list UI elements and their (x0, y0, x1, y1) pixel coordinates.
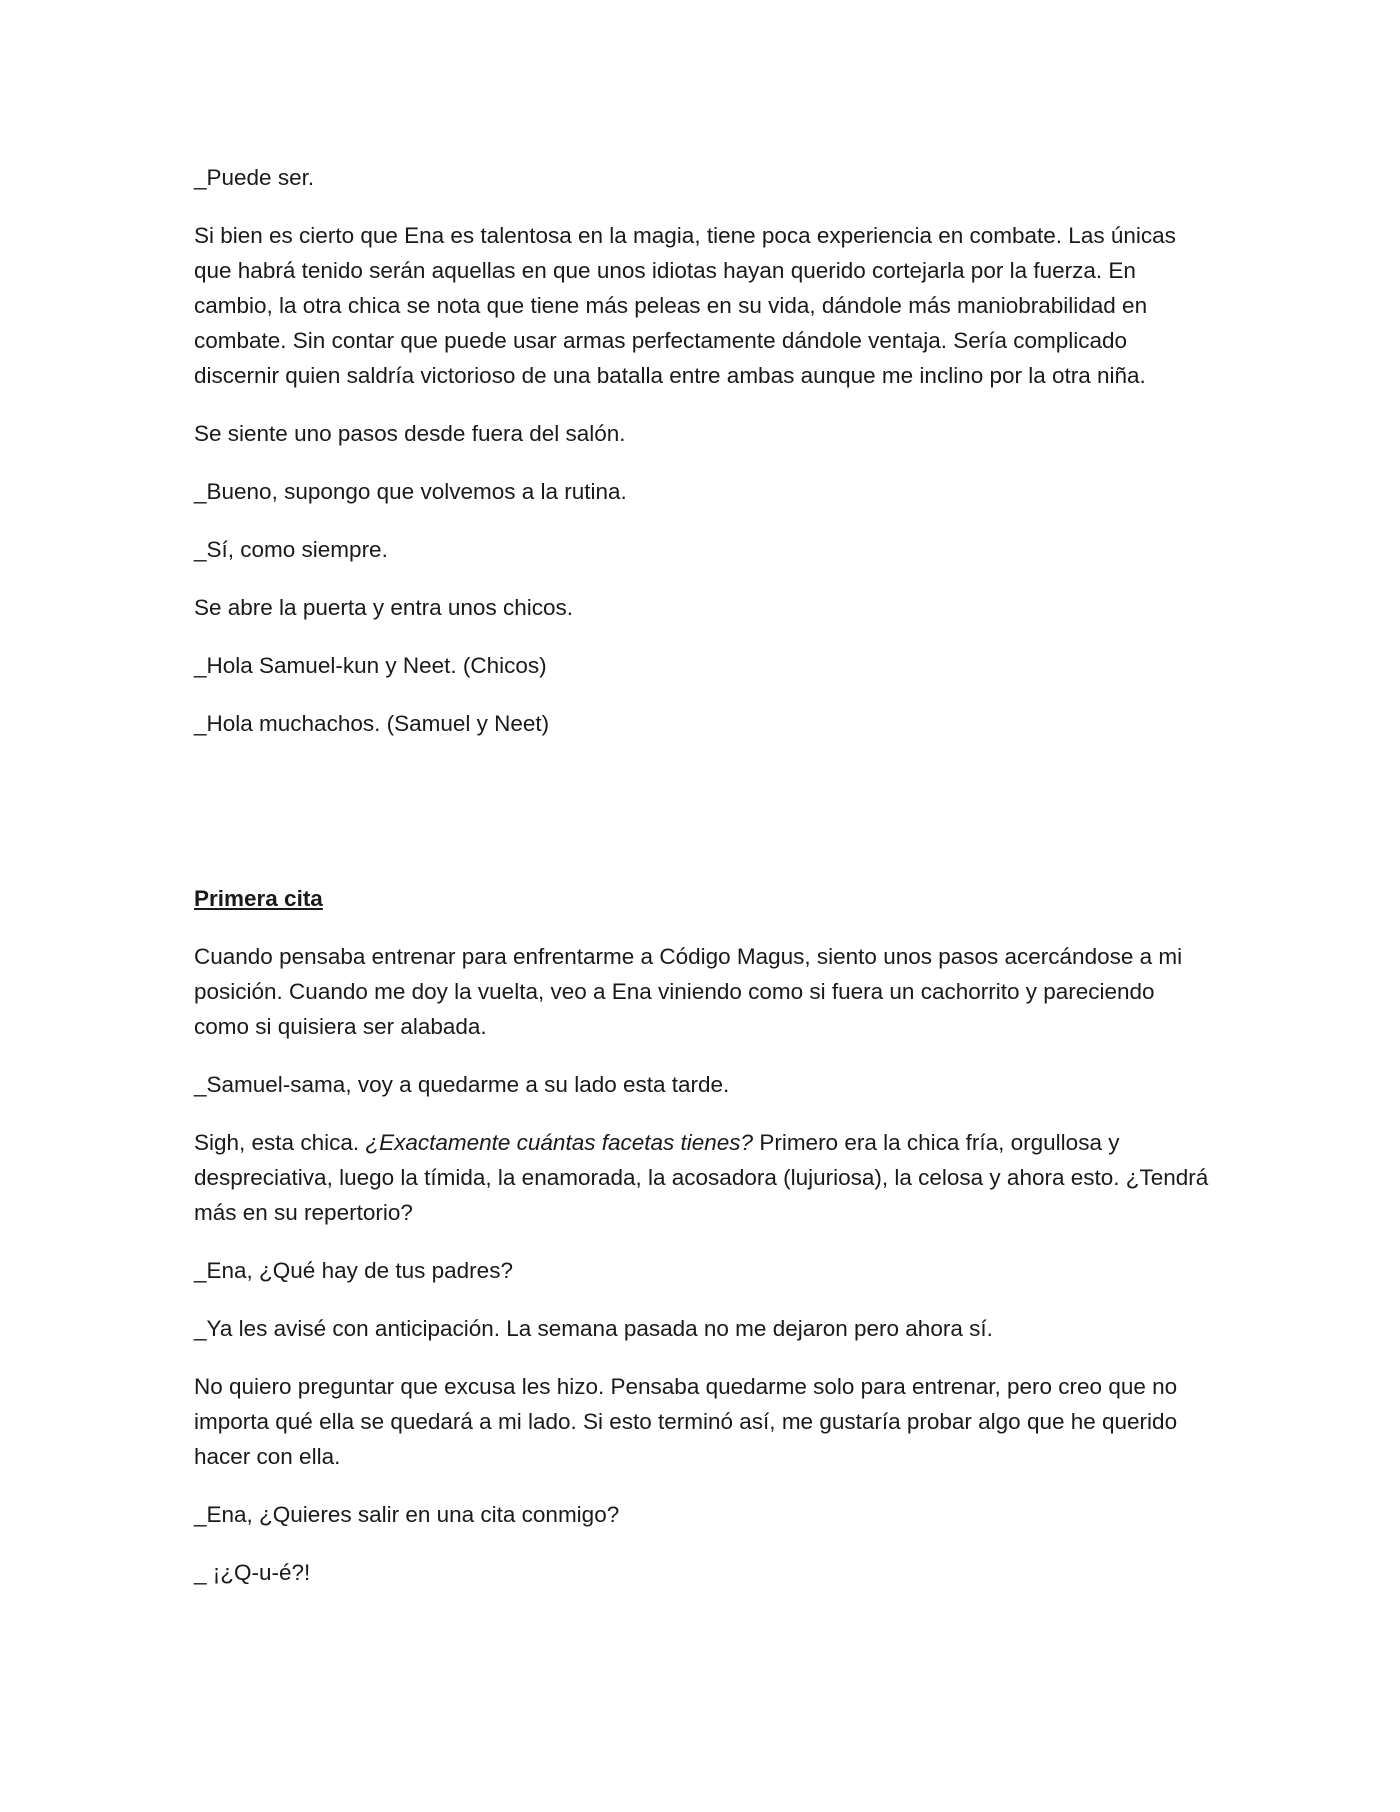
paragraph-dialogue: _Hola Samuel-kun y Neet. (Chicos) (194, 653, 547, 678)
paragraph-dialogue: _ ¡¿Q-u-é?! (194, 1560, 311, 1585)
paragraph-narration: No quiero preguntar que excusa les hizo. Pensaba quedarme solo para entrenar, pero creo que no importa qué ella se quedará a mi lado. Si esto terminó así, me gustaría probar algo que he querido hacer con ella. (194, 1374, 1178, 1469)
paragraph-narration: Cuando pensaba entrenar para enfrentarme a Código Magus, siento unos pasos acercándose a mi posición. Cuando me doy la vuelta, veo a Ena viniendo como si fuera un cachorrito y pareciendo como si quisiera ser alabada. (194, 944, 1183, 1039)
paragraph-dialogue: _Samuel-sama, voy a quedarme a su lado esta tarde. (194, 1072, 730, 1097)
section-heading: Primera cita (194, 886, 323, 911)
paragraph-dialogue: _Puede ser. (194, 165, 315, 190)
narration-text: Sigh, esta chica. (194, 1130, 366, 1155)
paragraph-dialogue: _Ya les avisé con anticipación. La semana pasada no me dejaron pero ahora sí. (194, 1316, 993, 1341)
paragraph-dialogue: _Ena, ¿Qué hay de tus padres? (194, 1258, 513, 1283)
paragraph-narration: Si bien es cierto que Ena es talentosa en la magia, tiene poca experiencia en combate. Las únicas que habrá tenido serán aquellas en que unos idiotas hayan querido cortejarla por la fuerza. En cambio, la otra chica se nota que tiene más peleas en su vida, dándole más maniobrabilidad en combate. Sin contar que puede usar armas perfectamente dándole ventaja. Sería complicado discernir quien saldría victorioso de una batalla entre ambas aunque me inclino por la otra niña. (194, 223, 1176, 388)
paragraph-dialogue: _Hola muchachos. (Samuel y Neet) (194, 711, 550, 736)
paragraph-narration: Se siente uno pasos desde fuera del salón. (194, 421, 626, 446)
paragraph-narration: Se abre la puerta y entra unos chicos. (194, 595, 573, 620)
document-body (194, 160, 1214, 1613)
paragraph-narration (194, 1125, 1214, 1230)
paragraph-dialogue: _Ena, ¿Quieres salir en una cita conmigo? (194, 1502, 620, 1527)
narration-text: Primero era la chica fría, orgullosa y despreciativa, luego la tímida, la enamorada, la acosadora (lujuriosa), la celosa y ahora esto. ¿Tendrá más en su repertorio? (194, 1130, 1209, 1225)
paragraph-dialogue: _Bueno, supongo que volvemos a la rutina. (194, 479, 627, 504)
section-spacer (194, 764, 1214, 881)
paragraph-dialogue: _Sí, como siempre. (194, 537, 388, 562)
italic-thought: ¿Exactamente cuántas facetas tienes? (365, 1130, 754, 1155)
